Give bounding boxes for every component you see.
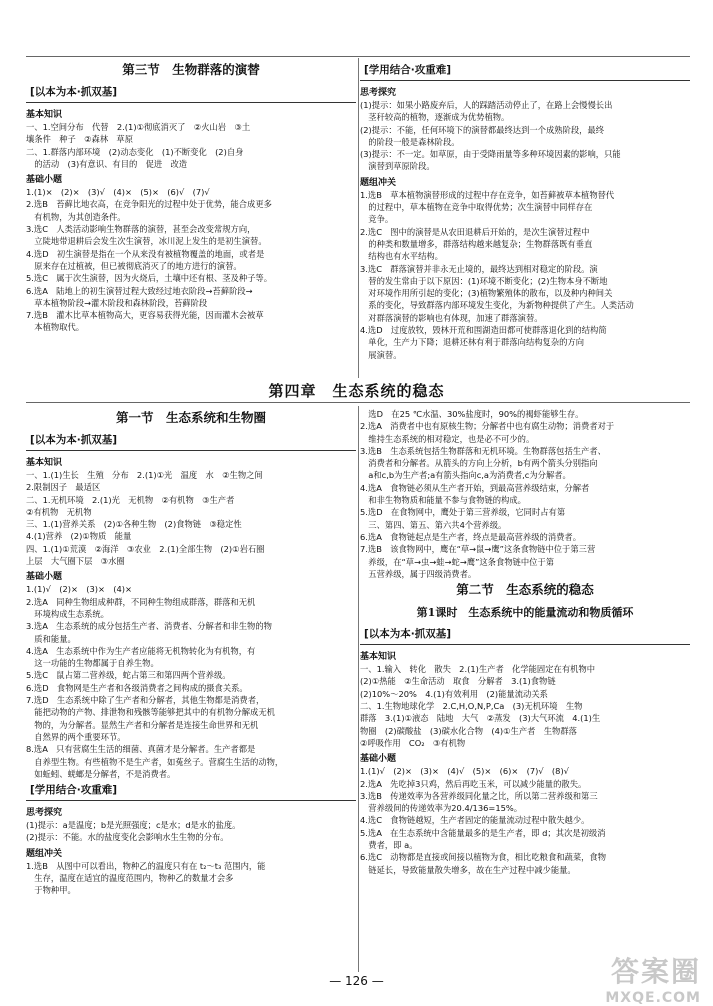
watermark-url: MXQE.COM [605, 990, 701, 1006]
answer-line: 的阶段一般是森林阶段。 [360, 136, 460, 147]
answer-line: ②呼吸作用 CO₂ ③有机物 [360, 737, 466, 748]
page-number: — 126 — [329, 974, 384, 988]
answer-line: 4.选A 生态系统中作为生产者应能将无机物转化为有机物，有 [26, 645, 256, 656]
answer-line: 养级，在“草→虫→蛙→蛇→鹰”这条食物链中位于第 [360, 556, 555, 567]
answer-line: (3)提示：不一定。如草原，由于受降雨量等多种环境因素的影响，只能 [360, 149, 621, 160]
answer-line: 展演替。 [360, 349, 402, 360]
answer-line: 6.选A 陆地上的初生演替过程大致经过地衣阶段→苔藓阶段→ [26, 285, 253, 296]
subsection-heading: 题组冲关 [360, 177, 397, 188]
answer-line: 竞争。 [360, 214, 394, 225]
answer-line: 6.选A 食物链起点是生产者，终点是最高营养级的消费者。 [360, 531, 582, 542]
answer-line: 3.选B 生态系统包括生物群落和无机环境。生物群落包括生产者、 [360, 445, 606, 456]
answer-line: 有机物，为其创造条件。 [26, 211, 126, 222]
answer-line: 2.选A 同种生物组成种群，不同种生物组成群落，群落和无机 [26, 596, 256, 607]
box-header: [以本为本·抓双基] [360, 626, 690, 645]
answer-line: 5.选D 在食物网中，鹰处于第三营养级，它同时占有第 [360, 507, 566, 518]
subsection-heading: 基础小题 [26, 175, 63, 186]
answer-line: 一、1.空间分布 代替 2.(1)①彻底消灭了 ②火山岩 ③土 [26, 122, 251, 132]
answer-line: 于物种甲。 [26, 885, 76, 896]
answer-line: 环境构成生态系统。 [26, 608, 109, 619]
answer-line: 群落 3.(1)①液态 陆地 大气 ②蒸发 (3)大气环流 4.(1)生 [360, 713, 601, 724]
subsection-heading: 基本知识 [360, 652, 397, 663]
answer-line: (1)提示：如果小路废弃后，人的踩踏活动停止了，在路上会慢慢长出 [360, 100, 613, 110]
answer-line: (2)提示：不能。水的盐度变化会影响水生生物的分布。 [26, 832, 229, 843]
subsection-heading: 基础小题 [360, 754, 397, 765]
section-title: 第一节 生态系统和生物圈 [115, 410, 266, 425]
answer-line: 二、1.无机环境 2.(1)光 无机物 ②有机物 ③生产者 [26, 494, 235, 505]
answer-line: 这一功能的生物都属于自养生物。 [26, 658, 159, 669]
answer-line: 的种类和数量增多，群落结构越来越复杂；生物群落既有垂直 [360, 238, 593, 249]
answer-line: 茎秆较高的植物，逐渐成为优势植物。 [360, 112, 510, 123]
answer-line: 7.选B 灌木比草本植物高大，更容易获得光能，因而灌木会被草 [26, 310, 264, 321]
box-header: [学用结合·攻重难] [26, 782, 356, 801]
column-right-bottom [360, 408, 690, 974]
answer-line: 4.选A 食物链必须从生产者开始，到最高营养级结束，分解者 [360, 482, 590, 493]
answer-line: 立陡地带退耕后会发生次生演替，冰川泥上发生的是初生演替。 [26, 236, 267, 247]
box-header: [以本为本·抓双基] [26, 84, 356, 103]
answer-line: 草本植物阶段→灌木阶段和森林阶段，苔藓阶段 [26, 297, 208, 308]
answer-line: 选D 在25 ℃水温、30%盐度时，90%的褐虾能够生存。 [360, 409, 584, 419]
answer-line: (1)提示：a是温度；b是光照强度；c是水；d是水的盐度。 [26, 820, 241, 831]
subsection-heading: 题组冲关 [26, 848, 63, 859]
answer-line: 一、1.输入 转化 散失 2.(1)生产者 化学能固定在有机物中 [360, 664, 596, 675]
answer-line: 费者，即 a。 [360, 840, 418, 851]
answer-line: 6.选D 食物网是生产者和各级消费者之间构成的摄食关系。 [26, 682, 248, 693]
column-left-bottom [26, 408, 356, 974]
chapter-rule [26, 402, 690, 403]
answer-line: 替的发生常由于以下原因：(1)环境不断变化；(2)生物本身不断地 [360, 275, 608, 286]
answer-line: 对环境作用所引起的变化；(3)植物繁殖体的散布，以及种内种间关 [360, 288, 613, 299]
box-header: [以本为本·抓双基] [26, 432, 356, 451]
subsection-heading: 基本知识 [26, 458, 63, 468]
subsection-heading: 思考探究 [360, 88, 397, 98]
column-divider-bottom [358, 406, 359, 972]
answer-line: 维持生态系统的相对稳定，也是必不可少的。 [360, 433, 535, 444]
subsection-heading: 基本知识 [26, 110, 63, 120]
answer-line: 系的变化，导致群落内部环境发生变化，为新物种提供了产生。人类活动 [360, 300, 634, 311]
answer-line: 7.选D 生态系统中除了生产者和分解者，其他生物都是消费者， [26, 695, 265, 706]
section-title: 第二节 生态系统的稳态 [456, 582, 594, 598]
answer-line: 1.(1)√ (2)× (3)× (4)× [26, 584, 132, 595]
answer-line: 5.选A 在生态系统中含能量最多的是生产者，即 d；其次是初级消 [360, 827, 606, 838]
answer-line: 物的，为分解者。显然生产者和分解者是连接生命世界和无机 [26, 719, 259, 730]
answer-line: 6.选C 动物都是直接或间接以植物为食，相比吃粮食和蔬菜，食物 [360, 852, 607, 863]
answer-line: 消费者和分解者。从箭头的方向上分析，b有两个箭头分别指向 [360, 458, 598, 469]
answer-line: 对群落演替的影响也有体现，加速了群落演替。 [360, 312, 543, 323]
answer-line: 四、1.(1)①荒漠 ②海洋 ③农业 2.(1)全部生物 (2)①岩石圈 [26, 543, 265, 554]
answer-line: 和非生物物质和能量不参与食物链的构成。 [360, 495, 526, 506]
answer-line: 二、1.群落内部环境 (2)动态变化 (1)不断变化 (2)自身 [26, 146, 244, 157]
answer-line: 二、1.生物地球化学 2.C,H,O,N,P,Ca (3)无机环境 生物 [360, 701, 583, 712]
answer-line: 1.(1)√ (2)× (3)× (4)√ (5)× (6)× (7)√ (8)√ [360, 766, 569, 777]
answer-line: 4.选D 初生演替是指在一个从来没有被植物覆盖的地面，或者是 [26, 248, 265, 259]
box-header: [学用结合·攻重难] [360, 62, 690, 81]
column-divider-top [358, 58, 359, 378]
answer-line: 上层 大气圈下层 ③水圈 [26, 556, 125, 567]
answer-line: 原来存在过植被，但已被彻底消灭了的地方进行的演替。 [26, 260, 242, 271]
answer-line: 的活动 (3)有意识、有目的 促进 改造 [26, 158, 188, 169]
lesson-title: 第1课时 生态系统中的能量流动和物质循环 [416, 606, 634, 620]
answer-line: 5.选C 鼠占第二营养级，蛇占第三和第四两个营养级。 [26, 670, 231, 681]
answer-line: 如蚯蚓、蜣螂是分解者，不是消费者。 [26, 768, 176, 779]
answer-line: 3.选B 传递效率为各营养级同化量之比，所以第二营养级和第三 [360, 790, 598, 801]
chapter-title: 第四章 生态系统的稳态 [268, 382, 445, 400]
answer-line: 五营养级，属于四级消费者。 [360, 568, 477, 579]
answer-line: 结构也有水平结构。 [360, 251, 443, 262]
answer-line: 4.选C 食物链越短，生产者固定的能量流动过程中散失越少。 [360, 815, 590, 826]
answer-line: 单化，生产力下降；退耕还林有利于群落向结构复杂的方向 [360, 337, 585, 348]
answer-line: 能把动物的产物、排泄物和残骸等能够把其中的有机物分解成无机 [26, 707, 275, 718]
answer-line: a和c,b为生产者;a有箭头指向c,a为消费者,c为分解者。 [360, 470, 571, 481]
answer-line: 物圈 (2)碳酸盐 (3)碳水化合物 (4)①生产者 生物群落 [360, 725, 577, 736]
answer-line: 本植物取代。 [26, 322, 85, 333]
answer-line: 4.选D 过度放牧，毁林开荒和围湖造田都可使群落退化到的结构简 [360, 325, 607, 336]
answer-line: 1.选B 草本植物演替形成的过程中存在竞争，如苔藓被草本植物替代 [360, 189, 615, 200]
answer-line: 1.(1)× (2)× (3)√ (4)× (5)× (6)√ (7)√ [26, 187, 210, 198]
answer-line: 1.选B 从图中可以看出，物种乙的温度只有在 t₂～t₃ 范围内，能 [26, 860, 266, 871]
answer-line: 一、1.(1)生长 生殖 分布 2.(1)①光 温度 水 ②生物之间 [26, 470, 263, 480]
answer-line: 7.选B 该食物网中，鹰在“草→鼠→鹰”这条食物链中位于第三营 [360, 544, 596, 555]
top-rule [26, 56, 690, 57]
column-right-top [360, 60, 690, 378]
subsection-heading: 基础小题 [26, 572, 63, 583]
subsection-heading: 思考探究 [26, 808, 63, 819]
answer-line: 演替到草原阶段。 [360, 161, 435, 172]
answer-line: 的过程中，草本植物在竞争中取得优势；次生演替中同样存在 [360, 202, 593, 213]
answer-line: 营养级间的传递效率为20.4/136=15%。 [360, 803, 523, 814]
answer-line: 生存，温度在适宜的温度范围内，物种乙的数量才会多 [26, 873, 234, 884]
answer-line: 2.选A 消费者中也有原核生物；分解者中也有腐生动物；消费者对于 [360, 421, 615, 432]
answer-line: 3.选A 生态系统的成分包括生产者、消费者、分解者和非生物的物 [26, 621, 272, 632]
answer-line: 5.选C 属于次生演替，因为火烧后，土壤中还有根、茎及种子等。 [26, 273, 273, 284]
answer-line: 三、第四、第五、第六共4个营养级。 [360, 519, 507, 530]
answer-line: 2.限制因子 最适区 [26, 482, 101, 493]
answer-line: 3.选C 人类活动影响生物群落的演替，甚至会改变常规方向， [26, 224, 256, 235]
answer-line: 壤条件 种子 ②森林 草原 [26, 134, 134, 145]
answer-line: 4.(1)营养 (2)①物质 能量 [26, 531, 132, 542]
answer-line: 自养型生物。有些植物不是生产者，如菟丝子。营腐生生活的动物， [26, 756, 284, 767]
answer-line: 2.选C 图中的演替是从农田退耕后开始的，是次生演替过程中 [360, 226, 590, 237]
answer-line: 8.选A 只有营腐生生活的细菌、真菌才是分解者。生产者都是 [26, 744, 256, 755]
answer-line: 3.选C 群落演替并非永无止境的，最终达到相对稳定的阶段。演 [360, 263, 598, 274]
answer-line: (2)提示：不能，任何环境下的演替都最终达到一个成熟阶段，最终 [360, 124, 605, 135]
answer-line: 链延长，导致能量散失增多，故在生产过程中减少能量。 [360, 864, 576, 875]
section-title: 第三节 生物群落的演替 [122, 62, 260, 77]
answer-line: 质和能量。 [26, 633, 76, 644]
answer-line: (2)①热能 ②生命活动 取食 分解者 3.(1)食物链 [360, 676, 556, 687]
answer-line: 2.选B 苔藓比地衣高，在竞争阳光的过程中处于优势，能合成更多 [26, 199, 272, 210]
answer-line: 三、1.(1)营养关系 (2)①各种生物 (2)食物链 ③稳定性 [26, 519, 242, 530]
answer-line: ②有机物 无机物 [26, 506, 92, 517]
column-left-top [26, 60, 356, 378]
answer-line: (2)10%～20% 4.(1)有效利用 (2)能量流动关系 [360, 688, 548, 699]
answer-line: 自然界的两个重要环节。 [26, 731, 126, 742]
watermark-text: 答案圈 [610, 955, 701, 988]
answer-line: 2.选A 先吃掉3只鸡，然后再吃玉米，可以减少能量的散失。 [360, 778, 587, 789]
